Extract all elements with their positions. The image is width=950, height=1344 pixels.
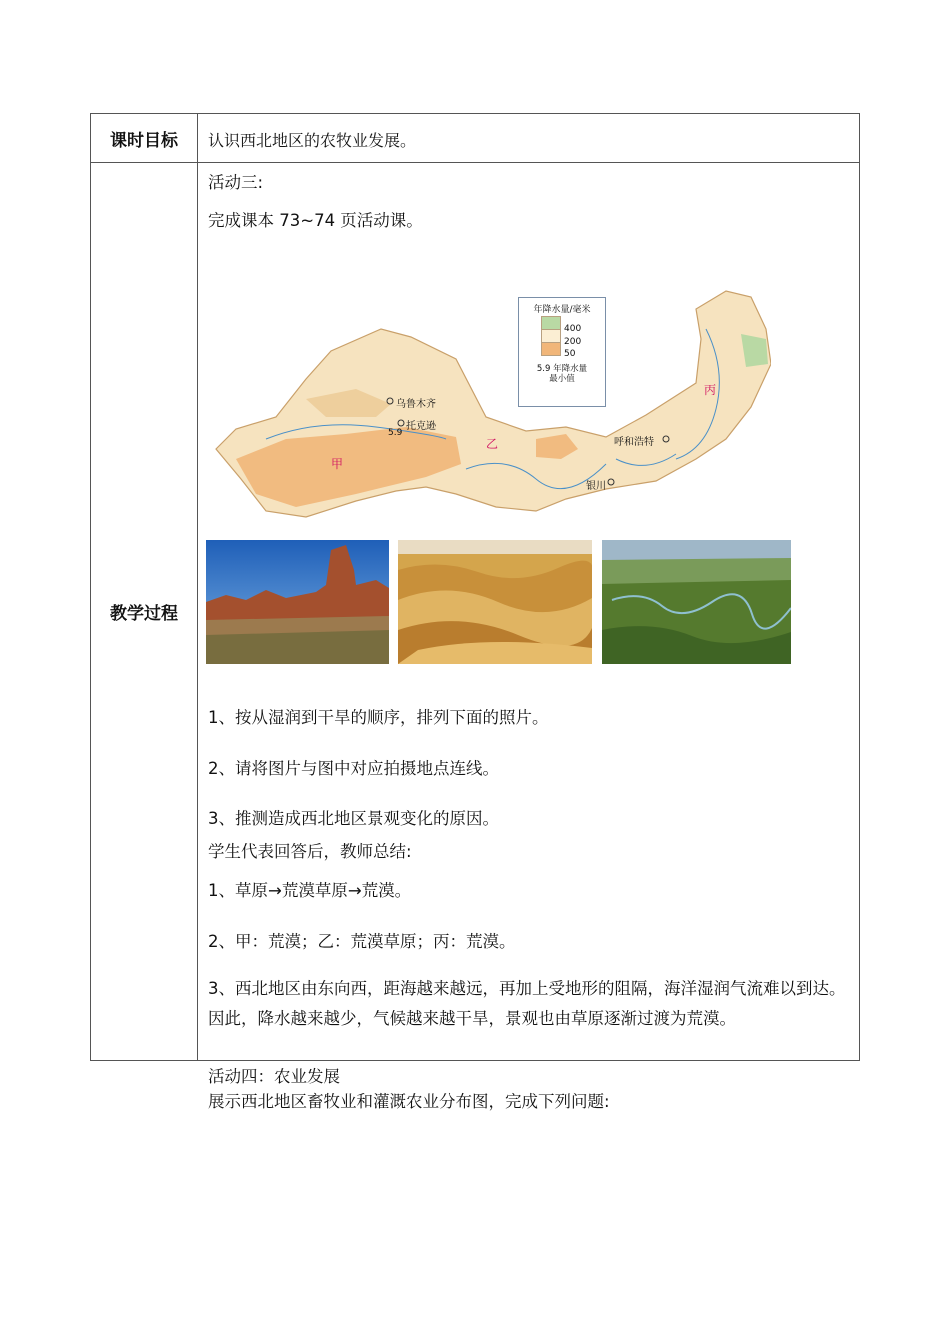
photo-grassland <box>602 540 791 664</box>
lesson-table <box>90 113 860 1111</box>
legend-swatch-50 <box>541 342 561 356</box>
question-3: 3、推测造成西北地区景观变化的原因。 <box>208 809 499 828</box>
city-yinchuan: 银川 <box>586 481 606 492</box>
map-legend <box>518 297 606 407</box>
goal-cell <box>198 114 860 163</box>
map-graphic <box>206 289 771 519</box>
photo-desert-rock <box>206 540 389 664</box>
legend-swatch-400 <box>541 316 561 330</box>
legend-swatch-200 <box>541 329 561 343</box>
answer-2: 2、甲：荒漠；乙：荒漠草原；丙：荒漠。 <box>208 932 516 951</box>
legend-value-50: 50 <box>564 349 576 359</box>
legend-title: 年降水量/毫米 <box>533 305 591 315</box>
process-label: 教学过程 <box>91 163 198 1061</box>
city-toksun: 托克逊 <box>406 421 436 432</box>
goal-text: 认识西北地区的农牧业发展。 <box>208 131 417 150</box>
summary-intro: 学生代表回答后，教师总结: <box>208 842 412 861</box>
region-yi: 乙 <box>486 437 499 451</box>
activity4-title: 活动四：农业发展 <box>208 1067 340 1086</box>
legend-value-200: 200 <box>564 337 582 347</box>
city-urumqi: 乌鲁木齐 <box>396 399 436 410</box>
activity4-task: 展示西北地区畜牧业和灌溉农业分布图，完成下列问题: <box>208 1092 610 1111</box>
process-cell <box>198 163 860 1111</box>
process-row <box>91 163 860 1061</box>
city-toksun-value: 5.9 <box>388 428 403 438</box>
answer-1: 1、草原→荒漠草原→荒漠。 <box>208 881 412 900</box>
legend-value-400: 400 <box>564 324 582 334</box>
region-bing: 丙 <box>704 383 717 397</box>
precipitation-map <box>206 289 771 519</box>
photo-sand-dunes <box>398 540 592 664</box>
answer-3: 3、西北地区由东向西，距海越来越远，再加上受地形的阻隔，海洋湿润气流难以到达。因此，降水越来越少，气候越来越干旱，景观也由草原逐渐过渡为荒漠。 <box>208 979 846 1028</box>
goal-label: 课时目标 <box>91 114 198 163</box>
goal-row <box>91 114 860 163</box>
question-1: 1、按从湿润到干旱的顺序，排列下面的照片。 <box>208 708 549 727</box>
city-hohhot: 呼和浩特 <box>614 437 654 448</box>
activity3-task: 完成课本 73~74 页活动课。 <box>208 211 423 230</box>
legend-note-1: 5.9 年降水量 <box>536 364 588 374</box>
activity3-title: 活动三: <box>208 173 264 192</box>
question-2: 2、请将图片与图中对应拍摄地点连线。 <box>208 759 499 778</box>
legend-note-2: 最小值 <box>549 374 575 384</box>
region-jia: 甲 <box>331 457 344 471</box>
process-content <box>198 163 859 1111</box>
